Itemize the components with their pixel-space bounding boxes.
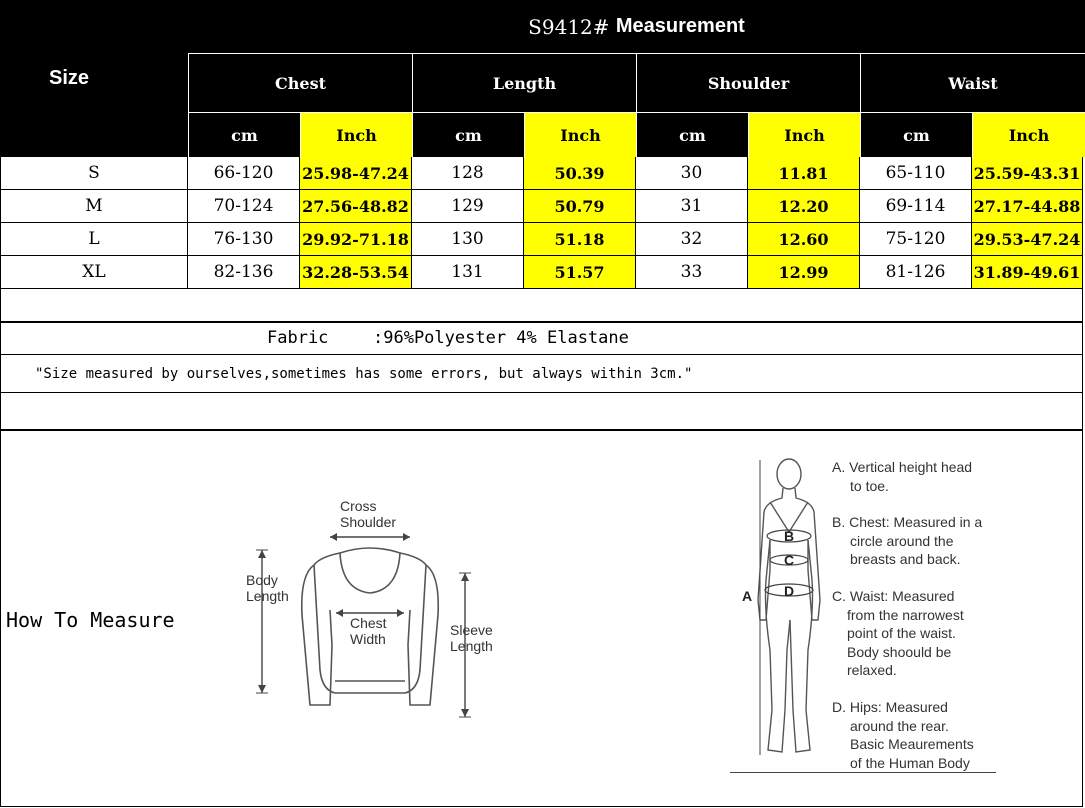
unit-cm-shoulder: [636, 112, 748, 157]
shoulder-cm-cell: 30: [636, 157, 748, 190]
shoulder-cm-cell: 33: [636, 256, 748, 289]
waist-inch-cell: 25.59-43.31: [972, 157, 1083, 190]
waist-inch-cell: 29.53-47.24: [972, 223, 1083, 256]
chest-inch-cell: 29.92-71.18: [300, 223, 412, 256]
chest-cm-cell: 76-130: [188, 223, 300, 256]
table-title: [188, 0, 1085, 53]
note-line: breasts and back.: [850, 551, 961, 567]
unit-inch-length: [524, 112, 636, 157]
shoulder-inch-cell: 12.60: [748, 223, 860, 256]
style-code: S9412#: [528, 14, 610, 39]
unit-inch-waist: [972, 112, 1085, 157]
shoulder-cm-cell: 32: [636, 223, 748, 256]
group-header-shoulder: [636, 53, 860, 112]
unit-label: cm: [679, 125, 706, 145]
unit-label: Inch: [560, 125, 601, 145]
how-to-measure-label: How To Measure: [6, 608, 175, 632]
fabric-value: :96%Polyester 4% Elastane: [373, 328, 629, 348]
note-line: relaxed.: [847, 662, 897, 678]
note-line: A. Vertical height head: [832, 459, 973, 475]
shoulder-cm-cell: 31: [636, 190, 748, 223]
chest-inch-cell: 32.28-53.54: [300, 256, 412, 289]
spacer-line: [0, 289, 1083, 322]
chest-inch-cell: 25.98-47.24: [300, 157, 412, 190]
chest-width-label: Chest Width: [350, 615, 387, 647]
waist-cm-cell: 81-126: [860, 256, 972, 289]
group-header-waist: [860, 53, 1085, 112]
body-length-label: Body Length: [246, 572, 289, 604]
fabric-line: [0, 322, 1083, 355]
note-d: [832, 698, 974, 772]
note-line: D. Hips: Measured: [832, 699, 948, 715]
note-line: Body shoould be: [847, 643, 952, 660]
sweater-diagram: [240, 495, 500, 725]
marker-a: A: [742, 588, 753, 604]
body-outline: [758, 459, 820, 752]
waist-cm-cell: 75-120: [860, 223, 972, 256]
unit-label: cm: [231, 125, 258, 145]
figure-baseline: [730, 772, 996, 773]
table-row: [0, 190, 1085, 223]
unit-label: Inch: [336, 125, 377, 145]
length-cm-cell: 131: [412, 256, 524, 289]
size-header-label: Size: [48, 67, 90, 89]
waist-cm-cell: 69-114: [860, 190, 972, 223]
group-header-length: [412, 53, 636, 112]
size-header: [0, 0, 188, 157]
marker-c: C: [784, 552, 795, 568]
shoulder-inch-cell: 11.81: [748, 157, 860, 190]
unit-cm-chest: [188, 112, 300, 157]
fabric-label: Fabric: [267, 328, 329, 348]
length-inch-cell: 50.79: [524, 190, 636, 223]
shoulder-inch-cell: 12.99: [748, 256, 860, 289]
length-inch-cell: 50.39: [524, 157, 636, 190]
waist-inch-cell: 31.89-49.61: [972, 256, 1083, 289]
note-line: around the rear.: [850, 717, 949, 734]
table-row: [0, 157, 1085, 190]
note-c: [832, 587, 964, 680]
size-cell: L: [0, 223, 188, 256]
length-cm-cell: 128: [412, 157, 524, 190]
unit-label: Inch: [1008, 125, 1050, 145]
table-row: [0, 223, 1085, 256]
waist-inch-cell: 27.17-44.88: [972, 190, 1083, 223]
chest-cm-cell: 66-120: [188, 157, 300, 190]
group-label: Chest: [275, 73, 326, 93]
marker-d: D: [784, 583, 795, 599]
size-note: "Size measured by ourselves,sometimes has some errors, but always within 3cm.": [35, 366, 693, 382]
sleeve-length-label: Sleeve Length: [450, 622, 493, 654]
length-inch-cell: 51.18: [524, 223, 636, 256]
unit-label: cm: [455, 125, 482, 145]
waist-cm-cell: 65-110: [860, 157, 972, 190]
unit-label: Inch: [784, 125, 825, 145]
note-line: circle around the: [850, 532, 954, 549]
note-a: [832, 458, 972, 495]
unit-cm-waist: [860, 112, 972, 157]
shoulder-inch-cell: 12.20: [748, 190, 860, 223]
chest-cm-cell: 82-136: [188, 256, 300, 289]
unit-label: cm: [903, 125, 930, 145]
length-inch-cell: 51.57: [524, 256, 636, 289]
note-b: [832, 513, 982, 569]
group-label: Waist: [948, 73, 998, 93]
spacer-line: [0, 393, 1083, 430]
note-line: of the Human Body: [850, 754, 970, 771]
group-label: Shoulder: [707, 73, 790, 93]
note-line: Basic Meaurements: [850, 736, 974, 752]
marker-b: B: [784, 528, 795, 544]
unit-inch-chest: [300, 112, 412, 157]
size-cell: S: [0, 157, 188, 190]
note-line: point of the waist.: [847, 625, 956, 641]
note-line: to toe.: [850, 477, 889, 494]
length-cm-cell: 130: [412, 223, 524, 256]
size-cell: XL: [0, 256, 188, 289]
table-row: [0, 256, 1085, 289]
note-line: C. Waist: Measured: [832, 588, 955, 604]
size-cell: M: [0, 190, 188, 223]
group-label: Length: [492, 73, 557, 93]
chest-cm-cell: 70-124: [188, 190, 300, 223]
body-figure-diagram: [730, 450, 830, 775]
unit-inch-shoulder: [748, 112, 860, 157]
note-line: [0, 355, 1083, 393]
chest-inch-cell: 27.56-48.82: [300, 190, 412, 223]
note-line: from the narrowest: [847, 606, 964, 623]
title-word: Measurement: [615, 15, 745, 37]
cross-shoulder-label: Cross Shoulder: [340, 498, 397, 530]
note-line: B. Chest: Measured in a: [832, 514, 983, 530]
unit-cm-length: [412, 112, 524, 157]
length-cm-cell: 129: [412, 190, 524, 223]
group-header-chest: [188, 53, 412, 112]
